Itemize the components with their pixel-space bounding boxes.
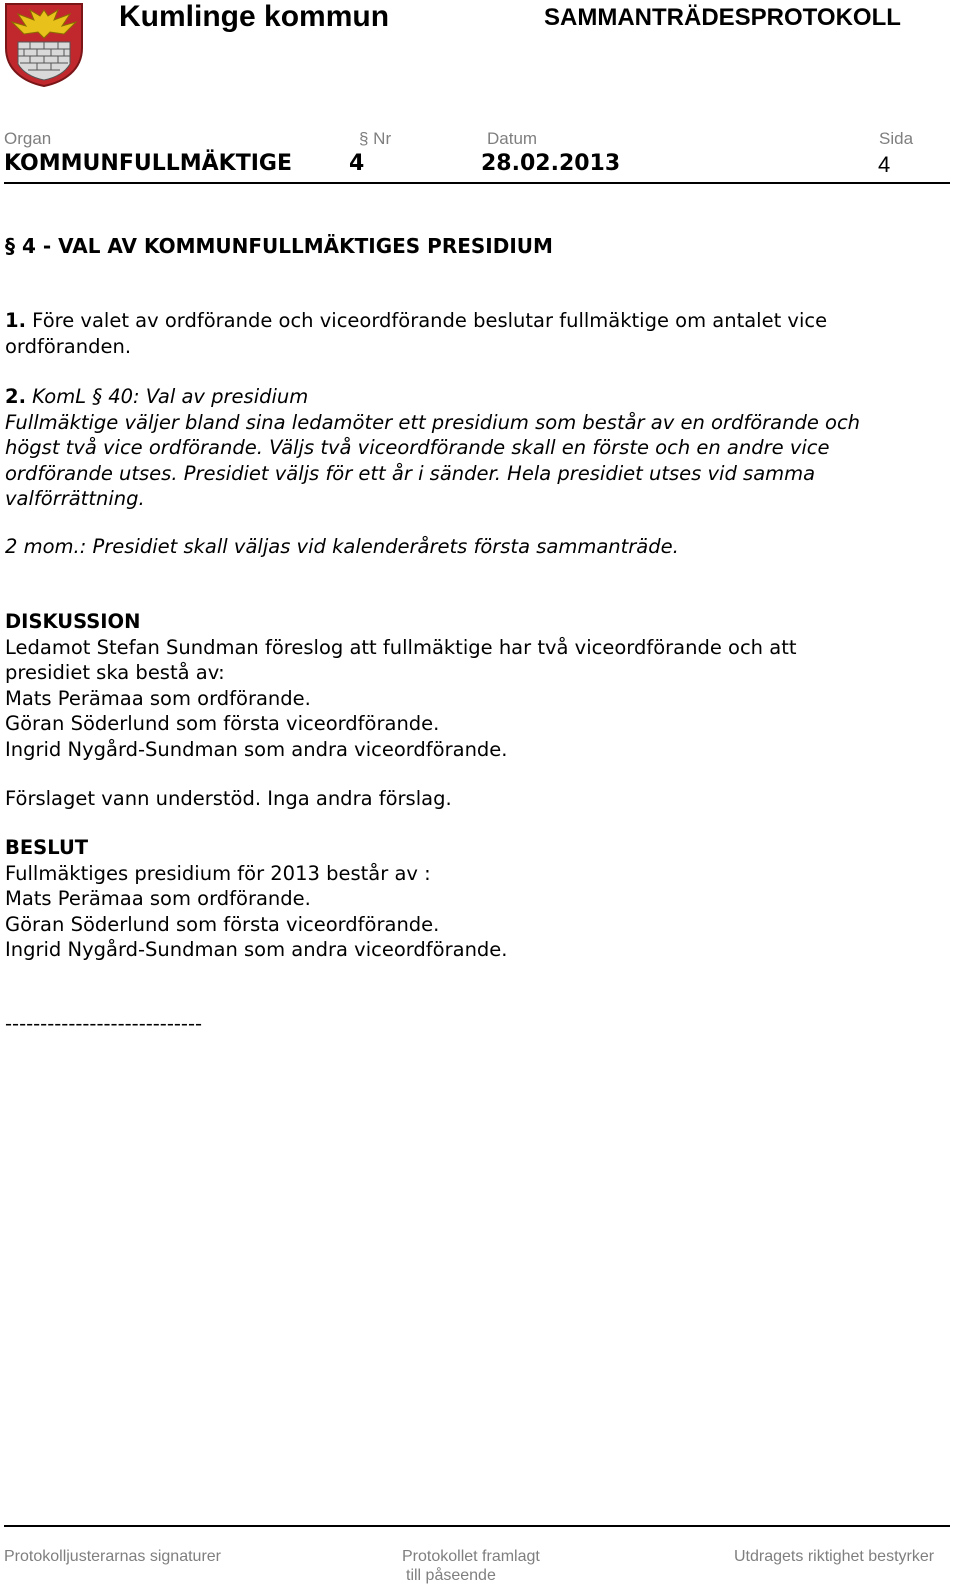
section-heading: § 4 - VAL AV KOMMUNFULLMÄKTIGES PRESIDIUM: [5, 234, 553, 258]
nr-label: § Nr: [359, 129, 392, 148]
item-2-number: 2.: [5, 385, 26, 408]
item-2: [5, 384, 940, 512]
item-1-number: 1.: [5, 309, 26, 332]
footer-framlagt: [402, 1547, 540, 1585]
footer-bestyrker: Utdragets riktighet bestyrker: [734, 1548, 935, 1565]
organ-value: KOMMUNFULLMÄKTIGE: [4, 151, 292, 176]
diskussion-heading: DISKUSSION: [5, 610, 141, 633]
diskussion-line: Ingrid Nygård-Sundman som andra viceordförande.: [5, 737, 508, 761]
footer-framlagt-line1: Protokollet framlagt: [402, 1548, 540, 1565]
organ-label: Organ: [4, 129, 52, 148]
item-1: [5, 308, 940, 359]
beslut-block: [5, 835, 940, 963]
item-1-text-cont: ordföranden.: [5, 334, 132, 358]
datum-value: 28.02.2013: [481, 151, 621, 176]
datum-label: Datum: [487, 129, 538, 148]
beslut-line: Göran Söderlund som första viceordförande.: [5, 912, 440, 936]
diskussion-line: presidiet ska bestå av:: [5, 661, 225, 684]
document-type: SAMMANTRÄDESPROTOKOLL: [544, 4, 901, 31]
beslut-line: Mats Perämaa som ordförande.: [5, 887, 311, 910]
footer-framlagt-line2: till påseende: [406, 1567, 496, 1584]
sida-label: Sida: [879, 129, 914, 148]
municipality-name: Kumlinge kommun: [119, 0, 390, 33]
beslut-heading: BESLUT: [5, 836, 89, 859]
sida-value: 4: [878, 152, 891, 177]
header-divider: [4, 182, 950, 184]
diskussion-line: Ledamot Stefan Sundman föreslog att fullmäktige har två viceordförande och att: [5, 635, 797, 659]
item-2-line: Fullmäktige väljer bland sina ledamöter ett presidium som består av en ordförande och: [5, 410, 861, 434]
footer-divider: [4, 1525, 950, 1527]
item-1-text: Före valet av ordförande och viceordförande beslutar fullmäktige om antalet vice: [25, 309, 828, 332]
diskussion-block: [5, 609, 940, 762]
closing-dashes: ----------------------------: [5, 1012, 203, 1035]
item-2-line: ordförande utses. Presidiet väljs för ett år i sänder. Hela presidiet utses vid samma: [5, 461, 816, 485]
item-2-line: KomL § 40: Val av presidium: [25, 385, 309, 408]
forslag-text: Förslaget vann understöd. Inga andra förslag.: [5, 787, 452, 810]
diskussion-line: Mats Perämaa som ordförande.: [5, 686, 311, 710]
nr-value: 4: [349, 151, 365, 176]
coat-of-arms-icon: [4, 2, 84, 88]
item-2-line: högst två vice ordförande. Väljs två viceordförande skall en förste och en andre vice: [5, 436, 830, 459]
item-2-line: valförrättning.: [5, 487, 145, 510]
beslut-line: Fullmäktiges presidium för 2013 består av :: [5, 861, 431, 885]
diskussion-line: Göran Söderlund som första viceordförande.: [5, 712, 440, 735]
beslut-line: Ingrid Nygård-Sundman som andra viceordförande.: [5, 938, 508, 961]
footer-signatures: Protokolljusterarnas signaturer: [4, 1548, 221, 1565]
mom-2-text: 2 mom.: Presidiet skall väljas vid kalenderårets första sammanträde.: [5, 535, 679, 558]
